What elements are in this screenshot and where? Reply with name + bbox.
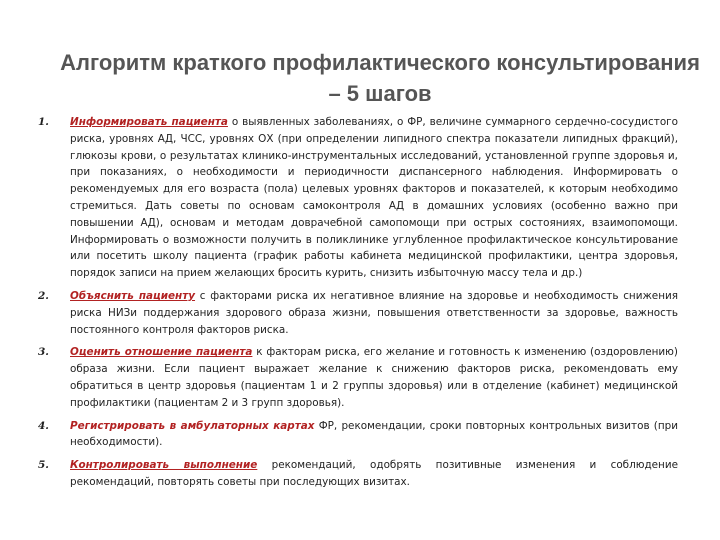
step-body: рекомендаций, одобрять позитивные изменения и соблюдение рекомендаций, повторять советы при последующих визитах. (70, 459, 678, 488)
step-lead: Объяснить пациенту (70, 289, 196, 302)
step-number: 1. (38, 116, 49, 128)
list-item (36, 344, 678, 411)
page-title: Алгоритм краткого профилактического консультирования – 5 шагов (60, 49, 700, 106)
step-text (70, 344, 678, 411)
list-item (36, 457, 678, 491)
step-body: о выявленных заболеваниях, о ФР, величине суммарного сердечно-сосудистого риска, уровнях АД, ЧСС, уровнях ОХ (при определении липидного спектра показатели липидных фракций), глюкозы крови, о результатах клинико-инструментальных исследований, установленной группе здоровья и, при показаниях, о необходимости и периодичности диспансерного наблюдения. Информировать о рекомендуемых для его возраста (пола) целевых уровнях факторов и показателей, к которым необходимо стремиться. Дать советы по основам самоконтроля АД в домашних условиях (особенно важно при повышении АД), основам и методам доврачебной самопомощи при острых состояниях, взаимопомощи. Информировать о возможности получить в поликлинике углубленное профилактическое консультирование или посетить школу пациента (график работы кабинета медицинской профилактики, центра здоровья, порядок записи на прием желающих бросить курить, снизить избыточную массу тела и др.) (70, 116, 679, 280)
step-body: с факторами риска их негативное влияние на здоровье и необходимость снижения риска НИЗи поддержания здорового образа жизни, повышения ответственности за здоровье, важность постоянного контроля факторов риска. (70, 289, 678, 336)
step-text (70, 457, 678, 491)
step-body: к факторам риска, его желание и готовность к изменению (оздоровлению) образа жизни. Если пациент выражает желание к снижению факторов риска, рекомендовать ему обратиться в центр здоровья (пациентам 1 и 2 группы здоровья) или в отделение (кабинет) медицинской профилактики (пациентам 2 и 3 групп здоровья). (70, 346, 678, 409)
step-text (70, 288, 678, 338)
step-lead: Оценить отношение пациента (70, 346, 253, 359)
list-item (36, 418, 678, 452)
steps-list (36, 114, 678, 497)
step-number: 3. (38, 346, 49, 359)
step-lead: Контролировать выполнение (70, 459, 258, 472)
step-number: 4. (38, 419, 49, 432)
step-number: 2. (38, 289, 49, 302)
step-lead: Информировать пациента (70, 116, 228, 128)
step-text (70, 418, 678, 452)
step-text (70, 114, 678, 282)
step-number: 5. (38, 459, 49, 472)
list-item (36, 114, 678, 282)
list-item (36, 288, 678, 338)
step-body: ФР, рекомендации, сроки повторных контрольных визитов (при необходимости). (70, 419, 679, 449)
step-lead: Регистрировать в амбулаторных картах (70, 419, 315, 432)
